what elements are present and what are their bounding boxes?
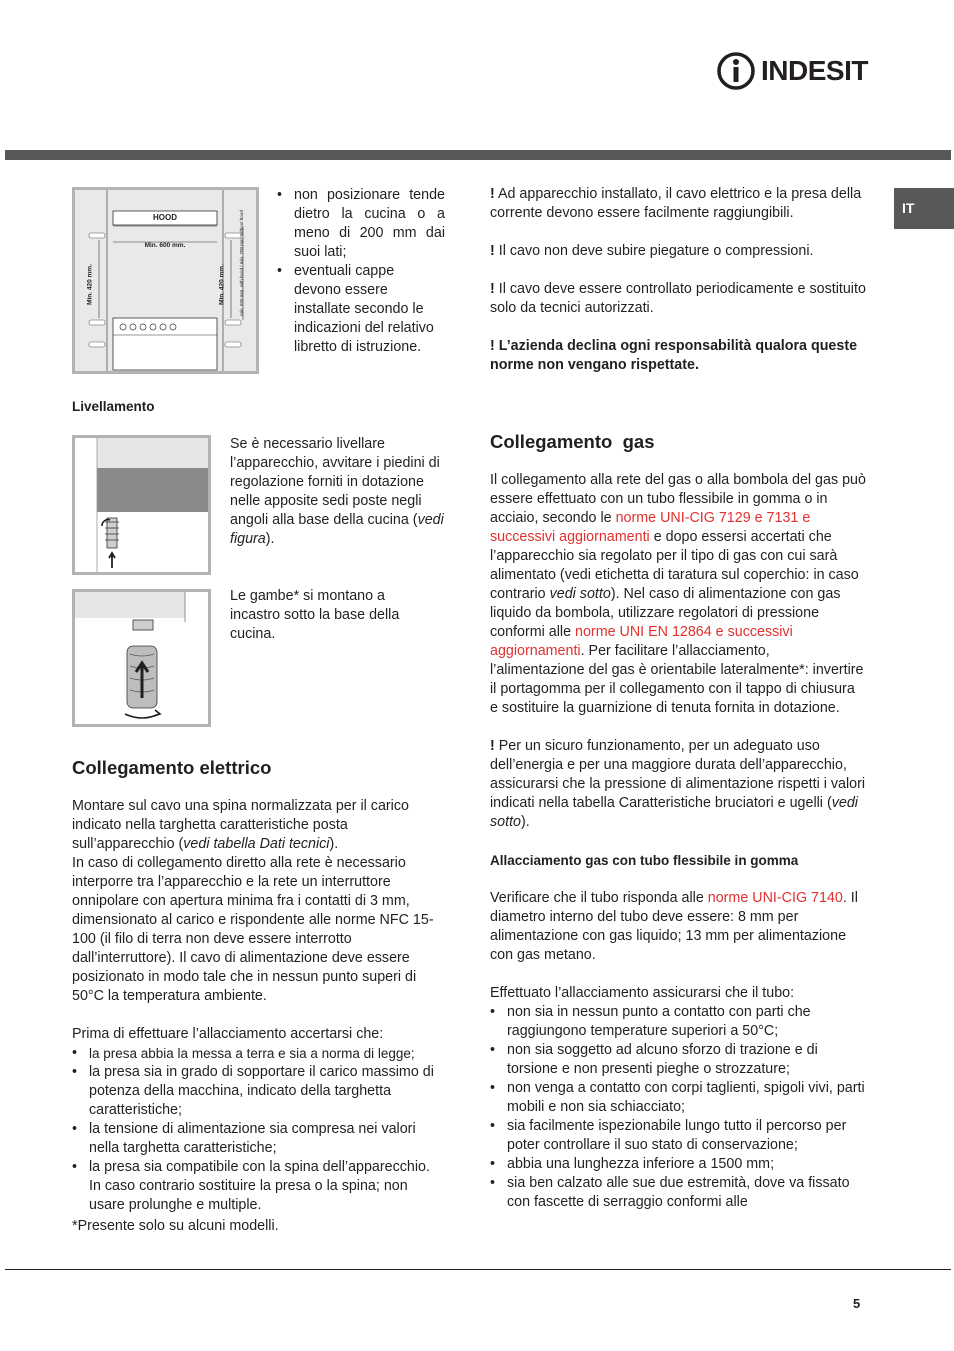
- list-item: • sia facilmente ispezionabile lungo tutto il percorso per poter controllare il suo stato di conservazione;: [490, 1118, 847, 1153]
- list-item: • eventuali cappe devono essere installate secondo le indicazioni del relativo libretto di istruzione.: [277, 263, 434, 355]
- footnote: *Presente solo su alcuni modelli.: [72, 1218, 279, 1234]
- right-height-label: Min. 420 mm.: [218, 264, 226, 305]
- indesit-i-icon: [716, 50, 758, 92]
- leg-mount-diagram: [75, 592, 208, 724]
- livellamento-text-2: Le gambe* si montano a incastro sotto la base della cucina.: [230, 588, 400, 642]
- brand-name: INDESIT: [761, 55, 868, 86]
- list-item: • la presa sia in grado di sopportare il carico massimo di potenza della macchina, indicato della targhetta caratteristiche;: [72, 1064, 434, 1118]
- leveling-foot-diagram: [75, 438, 208, 572]
- hood-clearance-label: min. 650 mm. with hood / min. 700 mm. without hood: [239, 210, 244, 316]
- leveling-figure: [72, 435, 211, 575]
- list-item: • la presa abbia la messa a terra e sia a norma di legge;: [72, 1045, 415, 1061]
- list-item: • non posizionare tende dietro la cucina o a meno di 200 mm dai suoi lati;: [277, 187, 445, 260]
- elettrico-body: Montare sul cavo una spina normalizzata per il carico indicato nella targhetta caratteristiche posta sull’apparecchio (vedi tabella Dati tecnici). In caso di collegamento diretto alla rete è necessario interporre tra l’apparecchio e la rete un interruttore onnipolare con apertura minima fra i contatti di 3 mm, dimensionato al carico e rispondente alle norme NFC 15-100 (il filo di terra non deve essere interrotto dall’interruttore). Il cavo di alimentazione deve essere posizionato in modo tale che in nessun punto superi di 50°C la temperatura ambiente. Prima di effettuare l’allacciamento accertarsi che: • la presa abbia la messa a terra e sia a norma di legge; • la presa sia in grado di sopportare il carico massimo di potenza della macchina, indicato della targhetta caratteristiche; • la tensione di alimentazione sia compresa nei valori nella targhetta caratteristiche; • la presa sia compatibile con la spina dell’apparecchio. In caso contrario sostituire la presa o la spina; non usare prolunghe e multiple. *Presente solo su alcuni modelli.: [72, 797, 444, 1236]
- list-item: • sia ben calzato alle sue due estremità, dove va fissato con fascette di serraggio conformi alle: [490, 1175, 850, 1210]
- list-item: • la presa sia compatibile con la spina dell’apparecchio. In caso contrario sostituire la presa o la spina; non usare prolunghe e multiple.: [72, 1159, 430, 1213]
- page-number: 5: [853, 1296, 861, 1311]
- gas-subheading: Allacciamento gas con tubo flessibile in gomma: [490, 853, 799, 868]
- livellamento-text-1: Se è necessario livellare l’apparecchio, avvitare i piedini di regolazione forniti in dotazione nelle apposite sedi poste negli angoli alla base della cucina (vedi figura).: [230, 436, 444, 547]
- hood-label: HOOD: [153, 213, 177, 222]
- header-bar: [5, 150, 951, 160]
- list-item: • non sia soggetto ad alcuno sforzo di trazione e di torsione e non presenti pieghe o strozzature;: [490, 1042, 818, 1077]
- legs-figure: [72, 589, 211, 727]
- list-item: • non venga a contatto con corpi taglienti, spigoli vivi, parti mobili e non sia schiacciato;: [490, 1080, 865, 1115]
- min-width-label: Min. 600 mm.: [144, 242, 186, 249]
- hood-clearance-figure: [72, 187, 259, 374]
- warnings: ! Ad apparecchio installato, il cavo elettrico e la presa della corrente devono essere facilmente raggiungibili. ! Il cavo non deve subire piegature o compressioni. ! Il cavo deve essere controllato periodicamente e sostituito solo da tecnici autorizzati. ! L’azienda declina ogni responsabilità qualora queste norme non vengano rispettate.: [490, 186, 866, 373]
- language-tab: IT: [894, 188, 954, 229]
- list-item: • abbia una lunghezza inferiore a 1500 mm;: [490, 1156, 775, 1172]
- gas-body: Il collegamento alla rete del gas o alla bombola del gas può essere effettuato con un tubo flessibile in gomma o in acciaio, secondo le norme UNI-CIG 7129 e 7131 e successivi aggiornamenti e dopo essersi accertati che l’apparecchio sia regolato per il tipo di gas con cui sarà alimentato (vedi etichetta di taratura sul coperchio: in caso contrario vedi sotto). Nel caso di alimentazione con gas liquido da bombola, utilizzare regolatori di pressione conformi alle norme UNI EN 12864 e successivi aggiornamenti. Per facilitare l’allacciamento, l’alimentazione del gas è orientabile lateralmente*: invertire il portagomma per il collegamento con il tappo di chiusura e sostituire la guarnizione di tenuta fornita in dotazione. ! Per un sicuro funzionamento, per un adeguato uso dell’energia e per una maggiore durata dell’apparecchio, assicurarsi che la pressione di alimentazione rispetti i valori indicati nella tabella Caratteristiche bruciatori e ugelli (vedi sotto). Allacciamento gas con tubo flessibile in gomma Verificare che il tubo risponda alle norme UNI-CIG 7140. Il diametro interno del tubo deve essere: 8 mm per alimentazione con gas liquido; 13 mm per alimentazione con gas metano. Effettuato l’allacciamento assicurarsi che il tubo: • non sia in nessun punto a contatto con parti che raggiungono temperature superiori a 50°C; • non sia soggetto ad alcuno sforzo di trazione e di torsione e non presenti pieghe o strozzature; • non venga a contatto con corpi taglienti, spigoli vivi, parti mobili e non sia schiacciato; • sia facilmente ispezionabile lungo tutto il percorso per poter controllare il suo stato di conservazione; • abbia una lunghezza inferiore a 1500 mm; • sia ben calzato alle sue due estremità, dove va fissato con fascette di serraggio conformi alle: [490, 472, 866, 1210]
- brand-logo: [716, 50, 871, 92]
- elettrico-heading: Collegamento elettrico: [72, 757, 272, 778]
- list-item: • non sia in nessun punto a contatto con parti che raggiungono temperature superiori a 50°C;: [490, 1004, 811, 1039]
- left-height-label: Min. 420 mm.: [86, 264, 94, 305]
- hood-bullets: [277, 186, 445, 357]
- gas-heading: Collegamento gas: [490, 431, 655, 452]
- footer-rule: [5, 1269, 951, 1270]
- list-item: • la tensione di alimentazione sia compresa nei valori nella targhetta caratteristiche;: [72, 1121, 416, 1156]
- livellamento-heading: Livellamento: [72, 399, 155, 414]
